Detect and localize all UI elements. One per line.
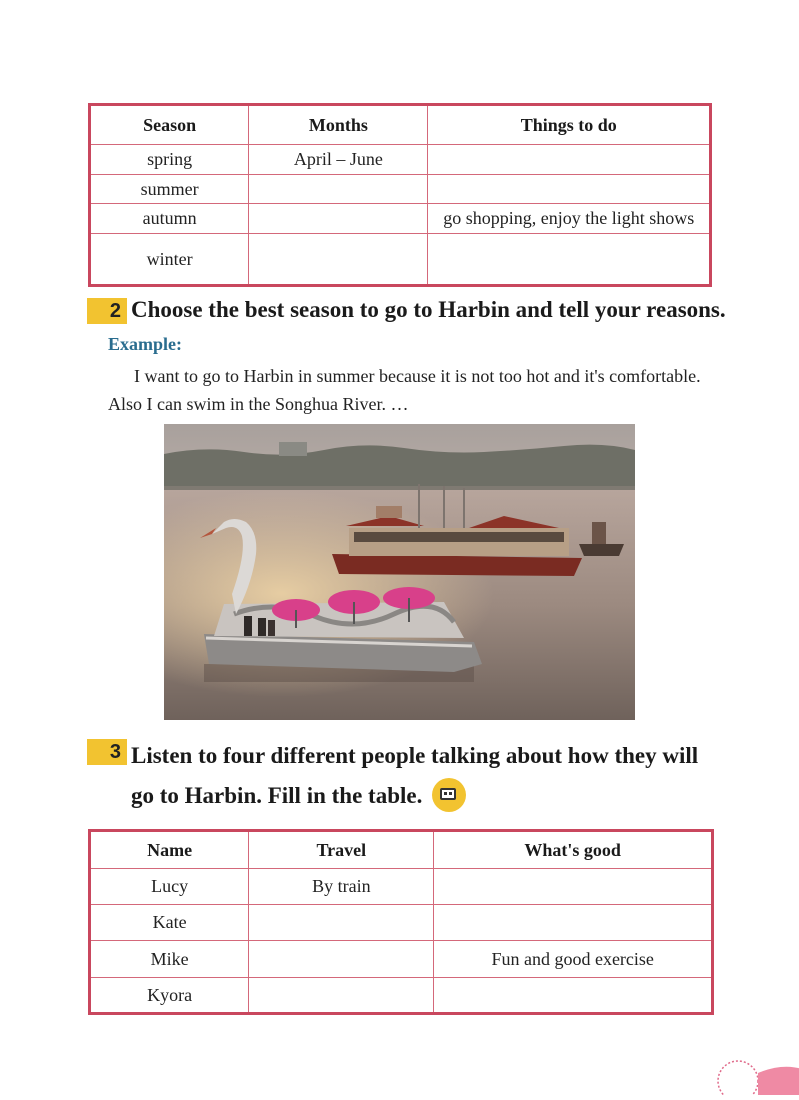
cell-travel[interactable]: [249, 941, 434, 978]
section-number-badge: 2: [87, 298, 127, 324]
table-row: [90, 204, 711, 234]
cell-things[interactable]: [428, 175, 711, 204]
cell-season: spring: [90, 145, 249, 175]
header-months: Months: [249, 105, 428, 145]
table-row: [90, 175, 711, 204]
section-3-title-line-1: Listen to four different people talking about how they will: [131, 743, 699, 768]
example-line-2: Also I can swim in the Songhua River. …: [108, 394, 409, 414]
example-line-1: I want to go to Harbin in summer because it is not too hot and it's comfortable.: [134, 366, 701, 386]
cell-travel[interactable]: By train: [249, 869, 434, 905]
section-3-title: [131, 736, 731, 816]
header-name: Name: [90, 831, 249, 869]
table-row: [90, 234, 711, 286]
cell-whats-good[interactable]: [434, 978, 713, 1014]
cell-travel[interactable]: [249, 978, 434, 1014]
section-3-heading: [87, 736, 731, 816]
cell-name: Kate: [90, 905, 249, 941]
seasons-table: [88, 103, 712, 287]
table-row: [90, 145, 711, 175]
example-paragraph: [108, 362, 718, 418]
table-header-row: [90, 831, 713, 869]
cassette-icon[interactable]: [432, 778, 466, 812]
section-2-heading: [87, 296, 726, 324]
header-whats-good: What's good: [434, 831, 713, 869]
table-row: [90, 978, 713, 1014]
table-row: [90, 869, 713, 905]
cell-whats-good[interactable]: [434, 869, 713, 905]
cell-months[interactable]: [249, 234, 428, 286]
cell-name: Lucy: [90, 869, 249, 905]
page-corner-decoration: [712, 1055, 799, 1095]
cell-season: summer: [90, 175, 249, 204]
harbin-river-photo: [164, 424, 635, 720]
header-travel: Travel: [249, 831, 434, 869]
cell-things[interactable]: [428, 234, 711, 286]
section-2-title: Choose the best season to go to Harbin and tell your reasons.: [131, 297, 726, 322]
cell-things[interactable]: go shopping, enjoy the light shows: [428, 204, 711, 234]
cell-months[interactable]: April – June: [249, 145, 428, 175]
cell-months[interactable]: [249, 204, 428, 234]
cell-whats-good[interactable]: [434, 905, 713, 941]
cell-whats-good[interactable]: Fun and good exercise: [434, 941, 713, 978]
cell-travel[interactable]: [249, 905, 434, 941]
section-3-title-line-2: go to Harbin. Fill in the table.: [131, 783, 423, 808]
travel-table: [88, 829, 714, 1015]
cell-name: Mike: [90, 941, 249, 978]
cell-season: winter: [90, 234, 249, 286]
header-season: Season: [90, 105, 249, 145]
example-label: Example:: [108, 334, 182, 354]
table-row: [90, 905, 713, 941]
header-things-to-do: Things to do: [428, 105, 711, 145]
cell-season: autumn: [90, 204, 249, 234]
table-header-row: [90, 105, 711, 145]
table-row: [90, 941, 713, 978]
cell-things[interactable]: [428, 145, 711, 175]
cell-name: Kyora: [90, 978, 249, 1014]
section-number-badge: 3: [87, 739, 127, 765]
cell-months[interactable]: [249, 175, 428, 204]
